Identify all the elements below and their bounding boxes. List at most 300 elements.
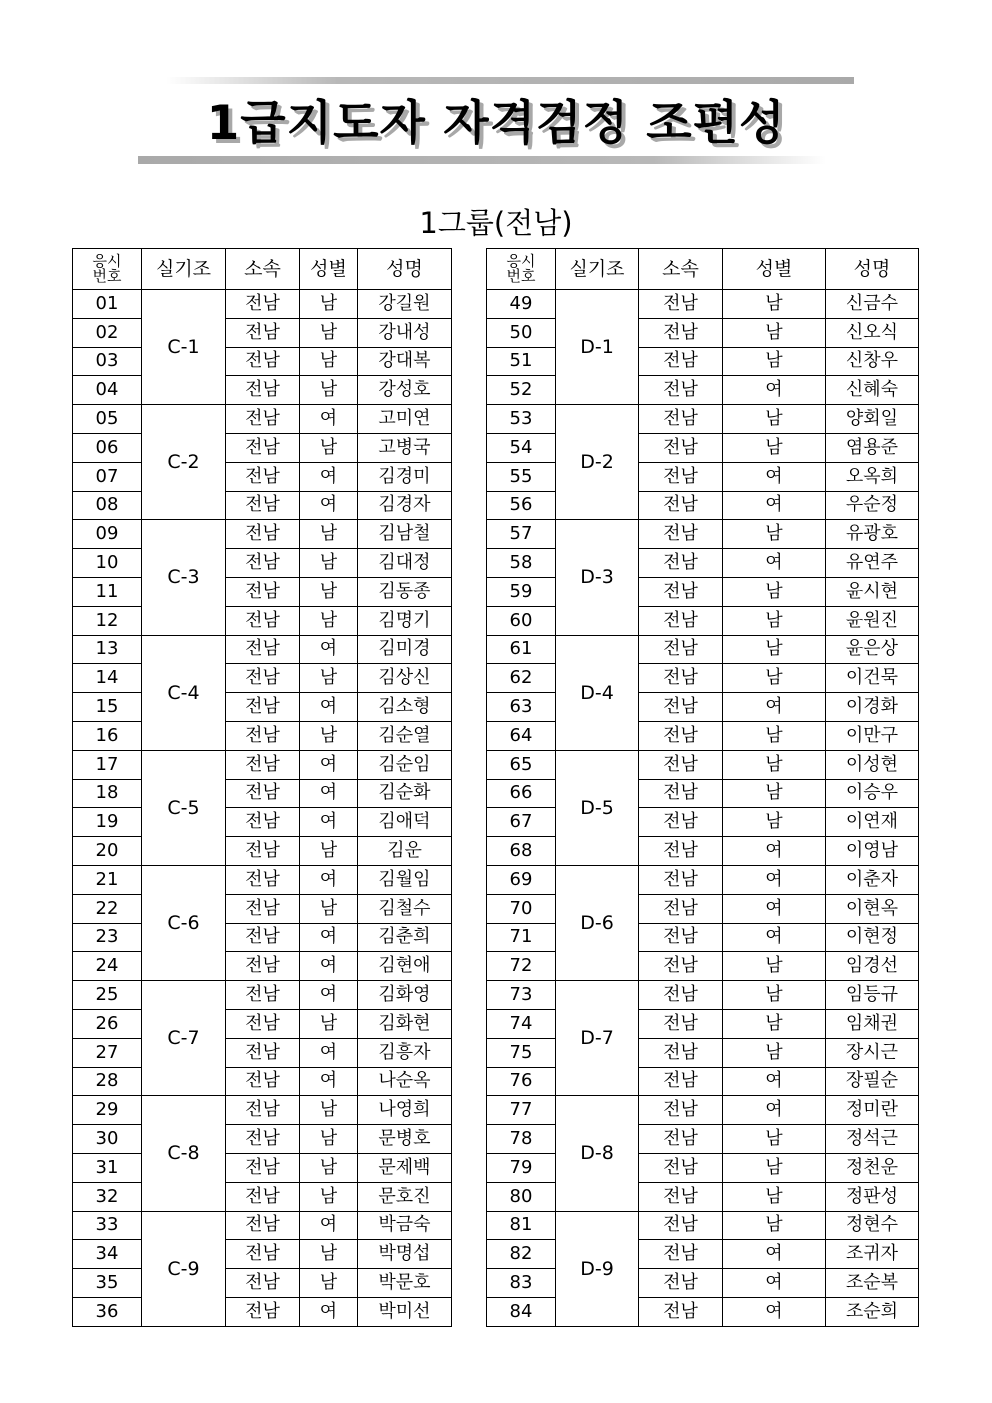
table-row: [73, 1067, 452, 1096]
cell-name: 김상신: [358, 664, 452, 693]
cell-affiliation: 전남: [639, 433, 723, 462]
table-row: [73, 1009, 452, 1038]
cell-number: 22: [73, 894, 142, 923]
cell-gender: 남: [723, 520, 826, 549]
cell-gender: 여: [723, 1096, 826, 1125]
table-row: [73, 1240, 452, 1269]
table-row: [487, 894, 919, 923]
group-title: 1그룹(전남): [419, 206, 573, 240]
cell-number: 24: [73, 952, 142, 981]
cell-team: C-3: [142, 520, 226, 635]
cell-affiliation: 전남: [639, 318, 723, 347]
table-row: [73, 347, 452, 376]
cell-number: 03: [73, 347, 142, 376]
cell-name: 이성현: [826, 750, 919, 779]
table-row: [73, 693, 452, 722]
cell-number: 29: [73, 1096, 142, 1125]
cell-number: 06: [73, 433, 142, 462]
table-row: [487, 606, 919, 635]
table-row: [73, 520, 452, 549]
cell-name: 이현옥: [826, 894, 919, 923]
table-row: [73, 1096, 452, 1125]
cell-name: 신혜숙: [826, 376, 919, 405]
cell-gender: 여: [300, 635, 358, 664]
cell-affiliation: 전남: [639, 1153, 723, 1182]
cell-gender: 여: [723, 693, 826, 722]
cell-gender: 남: [723, 808, 826, 837]
cell-name: 장시근: [826, 1038, 919, 1067]
cell-affiliation: 전남: [226, 1240, 300, 1269]
cell-gender: 여: [300, 808, 358, 837]
cell-affiliation: 전남: [639, 462, 723, 491]
table-row: [487, 433, 919, 462]
cell-affiliation: 전남: [639, 405, 723, 434]
cell-gender: 남: [300, 664, 358, 693]
cell-gender: 여: [723, 923, 826, 952]
table-row: [487, 549, 919, 578]
cell-gender: 남: [723, 1038, 826, 1067]
cell-number: 68: [487, 837, 556, 866]
page-title: 1급지도자 자격검정 조편성: [206, 96, 786, 151]
table-row: [73, 1038, 452, 1067]
cell-affiliation: 전남: [226, 1153, 300, 1182]
cell-name: 조귀자: [826, 1240, 919, 1269]
cell-name: 김운: [358, 837, 452, 866]
table-row: [487, 808, 919, 837]
cell-gender: 여: [300, 779, 358, 808]
cell-affiliation: 전남: [226, 1211, 300, 1240]
cell-name: 김소형: [358, 693, 452, 722]
cell-name: 김미경: [358, 635, 452, 664]
cell-number: 54: [487, 433, 556, 462]
cell-name: 유연주: [826, 549, 919, 578]
cell-gender: 남: [300, 1009, 358, 1038]
cell-gender: 여: [300, 1067, 358, 1096]
cell-name: 김화영: [358, 981, 452, 1010]
cell-affiliation: 전남: [639, 1182, 723, 1211]
cell-gender: 남: [723, 433, 826, 462]
table-row: [487, 779, 919, 808]
cell-gender: 남: [300, 549, 358, 578]
cell-gender: 여: [300, 1038, 358, 1067]
cell-number: 35: [73, 1269, 142, 1298]
table-row: [487, 290, 919, 319]
cell-gender: 남: [300, 290, 358, 319]
cell-affiliation: 전남: [639, 347, 723, 376]
cell-gender: 남: [300, 376, 358, 405]
cell-gender: 여: [300, 750, 358, 779]
table-row: [487, 1067, 919, 1096]
cell-name: 이경화: [826, 693, 919, 722]
cell-affiliation: 전남: [639, 808, 723, 837]
cell-affiliation: 전남: [639, 1067, 723, 1096]
cell-name: 장필순: [826, 1067, 919, 1096]
cell-affiliation: 전남: [226, 779, 300, 808]
cell-number: 76: [487, 1067, 556, 1096]
cell-affiliation: 전남: [226, 721, 300, 750]
table-row: [487, 721, 919, 750]
table-row: [487, 1125, 919, 1154]
cell-number: 05: [73, 405, 142, 434]
cell-gender: 남: [723, 1211, 826, 1240]
cell-number: 12: [73, 606, 142, 635]
cell-name: 김동종: [358, 577, 452, 606]
cell-name: 강내성: [358, 318, 452, 347]
cell-gender: 여: [300, 1297, 358, 1326]
header-affiliation: 소속: [639, 249, 723, 290]
cell-affiliation: 전남: [226, 693, 300, 722]
cell-name: 나순옥: [358, 1067, 452, 1096]
cell-name: 김명기: [358, 606, 452, 635]
cell-affiliation: 전남: [226, 1125, 300, 1154]
cell-name: 신금수: [826, 290, 919, 319]
table-row: [73, 290, 452, 319]
cell-name: 강성호: [358, 376, 452, 405]
cell-number: 78: [487, 1125, 556, 1154]
cell-affiliation: 전남: [226, 837, 300, 866]
cell-number: 79: [487, 1153, 556, 1182]
cell-affiliation: 전남: [639, 1038, 723, 1067]
cell-name: 임채권: [826, 1009, 919, 1038]
cell-name: 양회일: [826, 405, 919, 434]
table-row: [487, 1038, 919, 1067]
cell-name: 박문호: [358, 1269, 452, 1298]
cell-affiliation: 전남: [226, 290, 300, 319]
cell-number: 69: [487, 865, 556, 894]
cell-number: 09: [73, 520, 142, 549]
header-number: [487, 249, 556, 290]
cell-name: 염용준: [826, 433, 919, 462]
cell-affiliation: 전남: [226, 1096, 300, 1125]
cell-affiliation: 전남: [639, 1096, 723, 1125]
cell-name: 윤은상: [826, 635, 919, 664]
cell-affiliation: 전남: [226, 865, 300, 894]
header-number: [73, 249, 142, 290]
cell-gender: 남: [723, 750, 826, 779]
cell-number: 73: [487, 981, 556, 1010]
cell-gender: 여: [723, 549, 826, 578]
table-row: [487, 318, 919, 347]
cell-name: 김순임: [358, 750, 452, 779]
cell-affiliation: 전남: [639, 721, 723, 750]
cell-name: 김남철: [358, 520, 452, 549]
cell-name: 김춘희: [358, 923, 452, 952]
cell-number: 34: [73, 1240, 142, 1269]
roster-table-right: [486, 248, 919, 1327]
cell-team: C-1: [142, 290, 226, 405]
cell-affiliation: 전남: [639, 779, 723, 808]
cell-number: 64: [487, 721, 556, 750]
cell-affiliation: 전남: [226, 549, 300, 578]
cell-affiliation: 전남: [226, 981, 300, 1010]
table-row: [73, 462, 452, 491]
table-row: [487, 750, 919, 779]
cell-gender: 남: [723, 952, 826, 981]
cell-gender: 남: [723, 664, 826, 693]
cell-name: 이승우: [826, 779, 919, 808]
header-number-line2: 번호: [92, 267, 122, 285]
cell-affiliation: 전남: [639, 750, 723, 779]
table-row: [487, 376, 919, 405]
cell-name: 문병호: [358, 1125, 452, 1154]
cell-gender: 여: [300, 1211, 358, 1240]
cell-number: 56: [487, 491, 556, 520]
cell-number: 07: [73, 462, 142, 491]
header-number-line1: 응시: [506, 252, 536, 270]
table-header-row: [487, 249, 919, 290]
table-row: [73, 318, 452, 347]
cell-number: 59: [487, 577, 556, 606]
cell-gender: 여: [300, 491, 358, 520]
table-row: [73, 865, 452, 894]
cell-gender: 남: [723, 1182, 826, 1211]
table-row: [487, 1211, 919, 1240]
roster-table-left: [72, 248, 452, 1327]
cell-number: 02: [73, 318, 142, 347]
cell-team: C-5: [142, 750, 226, 865]
table-row: [487, 1182, 919, 1211]
table-row: [487, 1297, 919, 1326]
table-row: [487, 577, 919, 606]
cell-affiliation: 전남: [639, 923, 723, 952]
table-row: [487, 405, 919, 434]
cell-name: 김흥자: [358, 1038, 452, 1067]
cell-affiliation: 전남: [226, 577, 300, 606]
cell-number: 26: [73, 1009, 142, 1038]
cell-gender: 남: [723, 577, 826, 606]
cell-name: 김대정: [358, 549, 452, 578]
cell-number: 14: [73, 664, 142, 693]
header-gender: 성별: [723, 249, 826, 290]
cell-gender: 남: [300, 606, 358, 635]
table-row: [73, 779, 452, 808]
cell-gender: 여: [300, 462, 358, 491]
cell-number: 84: [487, 1297, 556, 1326]
cell-number: 08: [73, 491, 142, 520]
cell-number: 01: [73, 290, 142, 319]
cell-number: 36: [73, 1297, 142, 1326]
cell-affiliation: 전남: [639, 1240, 723, 1269]
cell-number: 33: [73, 1211, 142, 1240]
cell-team: D-6: [556, 865, 639, 980]
cell-affiliation: 전남: [639, 549, 723, 578]
cell-number: 66: [487, 779, 556, 808]
cell-name: 김화현: [358, 1009, 452, 1038]
cell-gender: 남: [723, 290, 826, 319]
cell-number: 71: [487, 923, 556, 952]
cell-gender: 여: [723, 491, 826, 520]
table-row: [73, 923, 452, 952]
cell-affiliation: 전남: [226, 1182, 300, 1211]
cell-affiliation: 전남: [639, 1211, 723, 1240]
cell-gender: 여: [723, 1269, 826, 1298]
cell-number: 17: [73, 750, 142, 779]
cell-number: 65: [487, 750, 556, 779]
cell-name: 조순희: [826, 1297, 919, 1326]
cell-number: 57: [487, 520, 556, 549]
table-row: [73, 1269, 452, 1298]
cell-affiliation: 전남: [226, 433, 300, 462]
table-row: [487, 981, 919, 1010]
cell-gender: 남: [300, 837, 358, 866]
cell-affiliation: 전남: [226, 491, 300, 520]
cell-affiliation: 전남: [639, 491, 723, 520]
cell-name: 임등규: [826, 981, 919, 1010]
cell-affiliation: 전남: [226, 520, 300, 549]
cell-affiliation: 전남: [639, 577, 723, 606]
cell-name: 정판성: [826, 1182, 919, 1211]
table-row: [487, 347, 919, 376]
cell-affiliation: 전남: [226, 894, 300, 923]
cell-number: 20: [73, 837, 142, 866]
table-row: [73, 433, 452, 462]
header-team: 실기조: [556, 249, 639, 290]
table-row: [73, 981, 452, 1010]
cell-gender: 여: [723, 894, 826, 923]
cell-gender: 남: [300, 1240, 358, 1269]
cell-name: 임경선: [826, 952, 919, 981]
table-row: [487, 1269, 919, 1298]
table-row: [487, 865, 919, 894]
cell-name: 윤원진: [826, 606, 919, 635]
cell-gender: 여: [300, 693, 358, 722]
table-row: [487, 693, 919, 722]
cell-affiliation: 전남: [226, 750, 300, 779]
cell-gender: 여: [723, 837, 826, 866]
cell-number: 13: [73, 635, 142, 664]
cell-name: 강대복: [358, 347, 452, 376]
cell-affiliation: 전남: [226, 318, 300, 347]
cell-affiliation: 전남: [226, 1009, 300, 1038]
cell-number: 27: [73, 1038, 142, 1067]
cell-gender: 여: [300, 865, 358, 894]
cell-number: 75: [487, 1038, 556, 1067]
cell-affiliation: 전남: [226, 1038, 300, 1067]
cell-affiliation: 전남: [639, 635, 723, 664]
table-row: [487, 1240, 919, 1269]
table-header-row: [73, 249, 452, 290]
cell-gender: 남: [723, 779, 826, 808]
roster-body: [487, 290, 919, 1327]
cell-affiliation: 전남: [226, 923, 300, 952]
cell-number: 82: [487, 1240, 556, 1269]
cell-name: 정천운: [826, 1153, 919, 1182]
cell-number: 72: [487, 952, 556, 981]
header-affiliation: 소속: [226, 249, 300, 290]
table-row: [487, 1153, 919, 1182]
table-row: [73, 808, 452, 837]
cell-number: 61: [487, 635, 556, 664]
cell-affiliation: 전남: [639, 1297, 723, 1326]
table-row: [487, 491, 919, 520]
cell-affiliation: 전남: [639, 837, 723, 866]
header-name: 성명: [826, 249, 919, 290]
cell-name: 고미연: [358, 405, 452, 434]
cell-gender: 남: [300, 1125, 358, 1154]
cell-number: 19: [73, 808, 142, 837]
cell-gender: 여: [723, 1240, 826, 1269]
table-row: [73, 664, 452, 693]
cell-number: 23: [73, 923, 142, 952]
cell-name: 김월임: [358, 865, 452, 894]
cell-number: 53: [487, 405, 556, 434]
table-row: [73, 1182, 452, 1211]
table-row: [73, 837, 452, 866]
cell-team: C-9: [142, 1211, 226, 1326]
cell-name: 정석근: [826, 1125, 919, 1154]
cell-affiliation: 전남: [226, 1067, 300, 1096]
cell-affiliation: 전남: [226, 635, 300, 664]
table-row: [73, 549, 452, 578]
cell-gender: 남: [723, 1125, 826, 1154]
cell-name: 신오식: [826, 318, 919, 347]
cell-number: 18: [73, 779, 142, 808]
table-row: [73, 491, 452, 520]
cell-affiliation: 전남: [639, 664, 723, 693]
cell-number: 74: [487, 1009, 556, 1038]
cell-gender: 남: [723, 721, 826, 750]
cell-number: 60: [487, 606, 556, 635]
title-bar-top: [166, 77, 854, 84]
cell-number: 63: [487, 693, 556, 722]
cell-gender: 여: [723, 1067, 826, 1096]
cell-name: 이춘자: [826, 865, 919, 894]
cell-affiliation: 전남: [639, 981, 723, 1010]
cell-affiliation: 전남: [226, 376, 300, 405]
cell-number: 21: [73, 865, 142, 894]
cell-number: 70: [487, 894, 556, 923]
cell-gender: 남: [300, 721, 358, 750]
cell-affiliation: 전남: [639, 520, 723, 549]
cell-number: 50: [487, 318, 556, 347]
table-row: [73, 635, 452, 664]
cell-affiliation: 전남: [226, 664, 300, 693]
cell-affiliation: 전남: [639, 1269, 723, 1298]
cell-number: 32: [73, 1182, 142, 1211]
cell-gender: 여: [723, 376, 826, 405]
cell-affiliation: 전남: [226, 808, 300, 837]
table-row: [73, 952, 452, 981]
cell-team: C-6: [142, 865, 226, 980]
table-row: [487, 1096, 919, 1125]
cell-gender: 남: [300, 347, 358, 376]
cell-gender: 남: [300, 1182, 358, 1211]
cell-gender: 남: [300, 318, 358, 347]
cell-gender: 남: [723, 1153, 826, 1182]
cell-gender: 여: [300, 923, 358, 952]
table-row: [73, 606, 452, 635]
cell-gender: 남: [723, 347, 826, 376]
cell-gender: 여: [723, 1297, 826, 1326]
cell-team: C-8: [142, 1096, 226, 1211]
header-name: 성명: [358, 249, 452, 290]
cell-name: 이현정: [826, 923, 919, 952]
cell-name: 문호진: [358, 1182, 452, 1211]
cell-name: 정미란: [826, 1096, 919, 1125]
cell-name: 문제백: [358, 1153, 452, 1182]
cell-gender: 여: [300, 981, 358, 1010]
cell-gender: 남: [300, 520, 358, 549]
table-row: [487, 923, 919, 952]
cell-gender: 남: [300, 894, 358, 923]
cell-name: 유광호: [826, 520, 919, 549]
table-row: [73, 894, 452, 923]
cell-team: D-1: [556, 290, 639, 405]
cell-number: 16: [73, 721, 142, 750]
cell-number: 81: [487, 1211, 556, 1240]
cell-team: D-3: [556, 520, 639, 635]
cell-number: 49: [487, 290, 556, 319]
